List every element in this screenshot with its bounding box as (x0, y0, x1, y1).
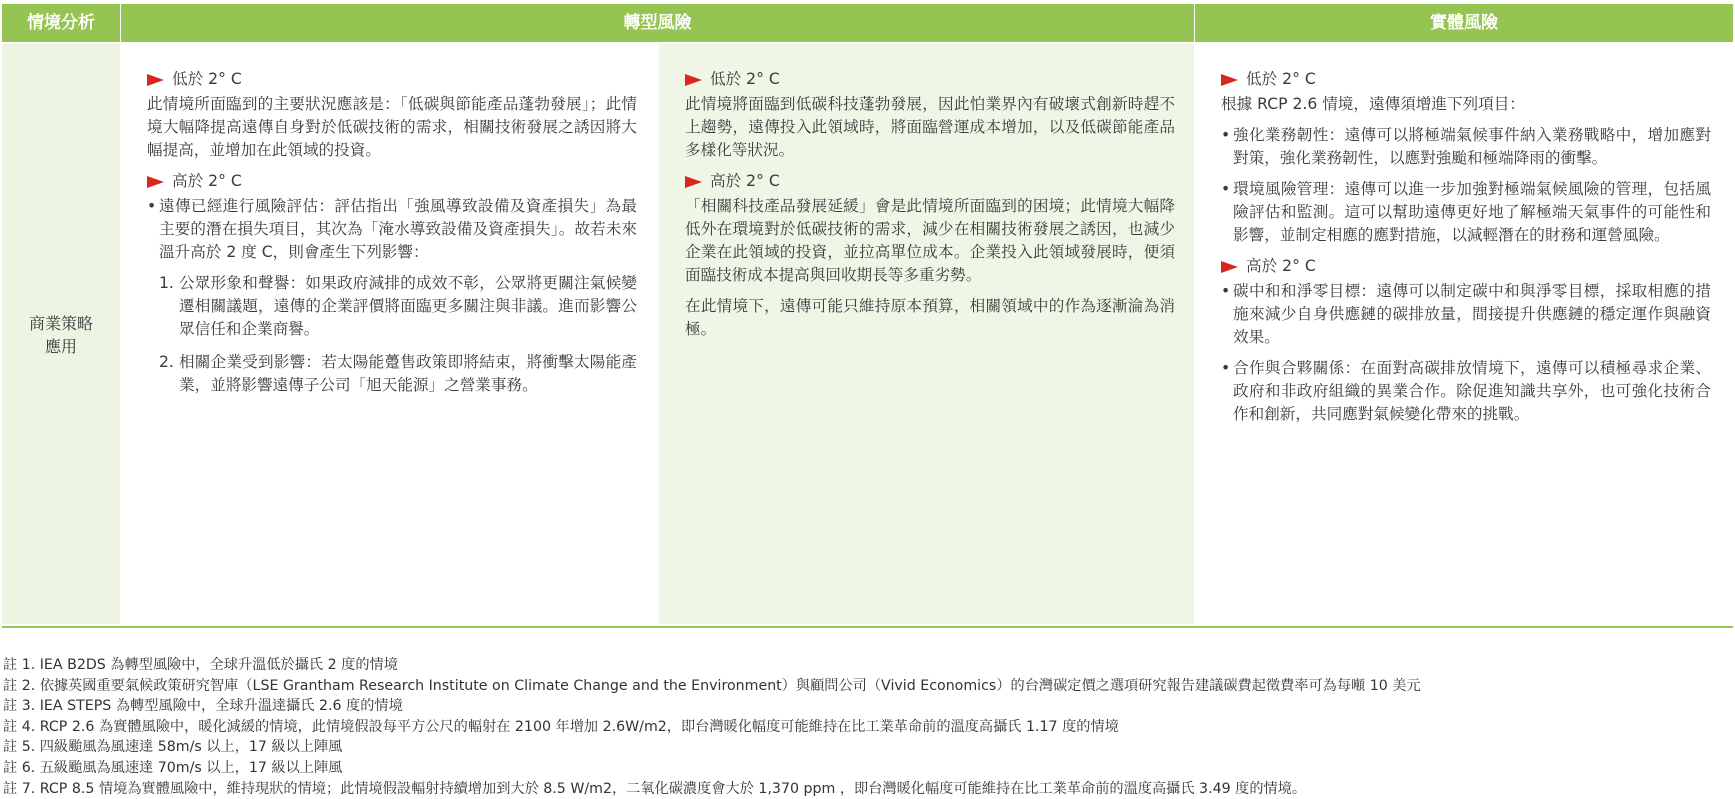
triangle-marker-icon (1221, 261, 1238, 273)
scenario-high: 高於 2° C (1221, 255, 1711, 278)
bullet-dot-icon: • (147, 197, 157, 215)
paragraph: 此情境所面臨到的主要狀況應該是：「低碳與節能產品蓬勃發展」；此情境大幅降提高遠傳自身對於低碳技術的需求，相關技術發展之誘因將大幅提高，並增加在此領域的投資。 (147, 95, 637, 159)
triangle-marker-icon (685, 74, 702, 86)
row-label: 商業策略 應用 (28, 314, 93, 356)
paragraph: 此情境將面臨到低碳科技蓬勃發展，因此怕業界內有破壞式創新時趕不上趨勢，遠傳投入此領域時，將面臨營運成本增加，以及低碳節能產品多樣化等狀況。 (685, 95, 1175, 159)
physical-column (1195, 44, 1733, 624)
footnote: 註 3. IEA STEPS 為轉型風險中，全球升溫達攝氏 2.6 度的情境 (3, 698, 403, 715)
scenario-high: 高於 2° C (147, 170, 637, 193)
bullet-dot-icon: • (1221, 180, 1231, 198)
scenario-high: 高於 2° C (685, 170, 1175, 193)
scenario-low: 低於 2° C (147, 68, 637, 91)
numbered-item: 1. 公眾形象和聲譽：如果政府減排的成效不彰，公眾將更關注氣候變遷相關議題，遠傳的企業評價將面臨更多關注與非議。進而影響公眾信任和企業商譽。 (159, 274, 637, 338)
transition-column-a (121, 44, 659, 624)
footnote: 註 5. 四級颱風為風速達 58m/s 以上，17 級以上陣風 (3, 739, 343, 756)
header-physical-risk: 實體風險 (1195, 4, 1733, 42)
row-label-cell (2, 44, 120, 624)
table-bottom-rule (2, 626, 1733, 628)
footnote: 註 6. 五級颱風為風速達 70m/s 以上，17 級以上陣風 (3, 759, 343, 776)
bullet-item: • 遠傳已經進行風險評估：評估指出「強風導致設備及資產損失」為最主要的潛在損失項目，其次為「淹水導致設備及資產損失」。故若未來溫升高於 2 度 C，則會產生下列影響： (147, 197, 637, 261)
footnote: 註 7. RCP 8.5 情境為實體風險中，維持現狀的情境；此情境假設輻射持續增加到大於 8.5 W/m2，二氧化碳濃度會大於 1,370 ppm ，即台灣暖化幅度可能維持在比工業革命前的溫度高攝氏 3.49 度的情境。 (3, 780, 1307, 797)
footnote: 註 4. RCP 2.6 為實體風險中，暖化減緩的情境，此情境假設每平方公尺的輻射在 2100 年增加 2.6W/m2，即台灣暖化幅度可能維持在比工業革命前的溫度高攝氏 1.17 度的情境 (3, 718, 1119, 735)
scenario-low: 低於 2° C (1221, 68, 1711, 91)
triangle-marker-icon (1221, 74, 1238, 86)
bullet-dot-icon: • (1221, 282, 1231, 300)
bullet-item: • 碳中和和淨零目標：遠傳可以制定碳中和與淨零目標，採取相應的措施來減少自身供應鏈的碳排放量，間接提升供應鏈的穩定運作與融資效果。 (1221, 282, 1711, 346)
triangle-marker-icon (147, 74, 164, 86)
header-transition-risk: 轉型風險 (121, 4, 1194, 42)
transition-column-b (659, 44, 1194, 624)
header-scenario: 情境分析 (2, 4, 120, 42)
bullet-item: • 合作與合夥關係：在面對高碳排放情境下，遠傳可以積極尋求企業、政府和非政府組織的異業合作。除促進知識共享外，也可強化技術合作和創新，共同應對氣候變化帶來的挑戰。 (1221, 359, 1711, 423)
footnote: 註 2. 依據英國重要氣候政策研究智庫（LSE Grantham Research Institute on Climate Change and the Environment）與顧問公司（Vivid Economics）的台灣碳定價之選項研究報告建議碳費起徵費率可為每噸 10 美元 (3, 677, 1421, 694)
footnote: 註 1. IEA B2DS 為轉型風險中，全球升溫低於攝氏 2 度的情境 (3, 657, 398, 673)
paragraph: 在此情境下，遠傳可能只維持原本預算，相關領域中的作為逐漸淪為消極。 (685, 297, 1175, 338)
triangle-marker-icon (147, 176, 164, 188)
bullet-item: • 強化業務韌性：遠傳可以將極端氣候事件納入業務戰略中，增加應對對策，強化業務韌性，以應對強颱和極端降雨的衝擊。 (1221, 126, 1711, 167)
footnotes (3, 655, 1421, 799)
paragraph: 「相關科技產品發展延緩」會是此情境所面臨到的困境；此情境大幅降低外在環境對於低碳技術的需求，減少在相關技術發展之誘因，也減少企業在此領域的投資，並拉高單位成本。企業投入此領域發展時，便須面臨技術成本提高與回收期長等多重劣勢。 (685, 197, 1175, 284)
triangle-marker-icon (685, 176, 702, 188)
numbered-item: 2. 相關企業受到影響：若太陽能躉售政策即將結束，將衝擊太陽能產業，並將影響遠傳子公司「旭天能源」之營業事務。 (159, 353, 637, 394)
bullet-dot-icon: • (1221, 126, 1231, 144)
bullet-dot-icon: • (1221, 359, 1231, 377)
paragraph: 根據 RCP 2.6 情境，遠傳須增進下列項目： (1221, 95, 1525, 113)
bullet-item: • 環境風險管理：遠傳可以進一步加強對極端氣候風險的管理，包括風險評估和監測。這可以幫助遠傳更好地了解極端天氣事件的可能性和影響，並制定相應的應對措施，以減輕潛在的財務和運營風險。 (1221, 180, 1711, 244)
scenario-low: 低於 2° C (685, 68, 1175, 91)
